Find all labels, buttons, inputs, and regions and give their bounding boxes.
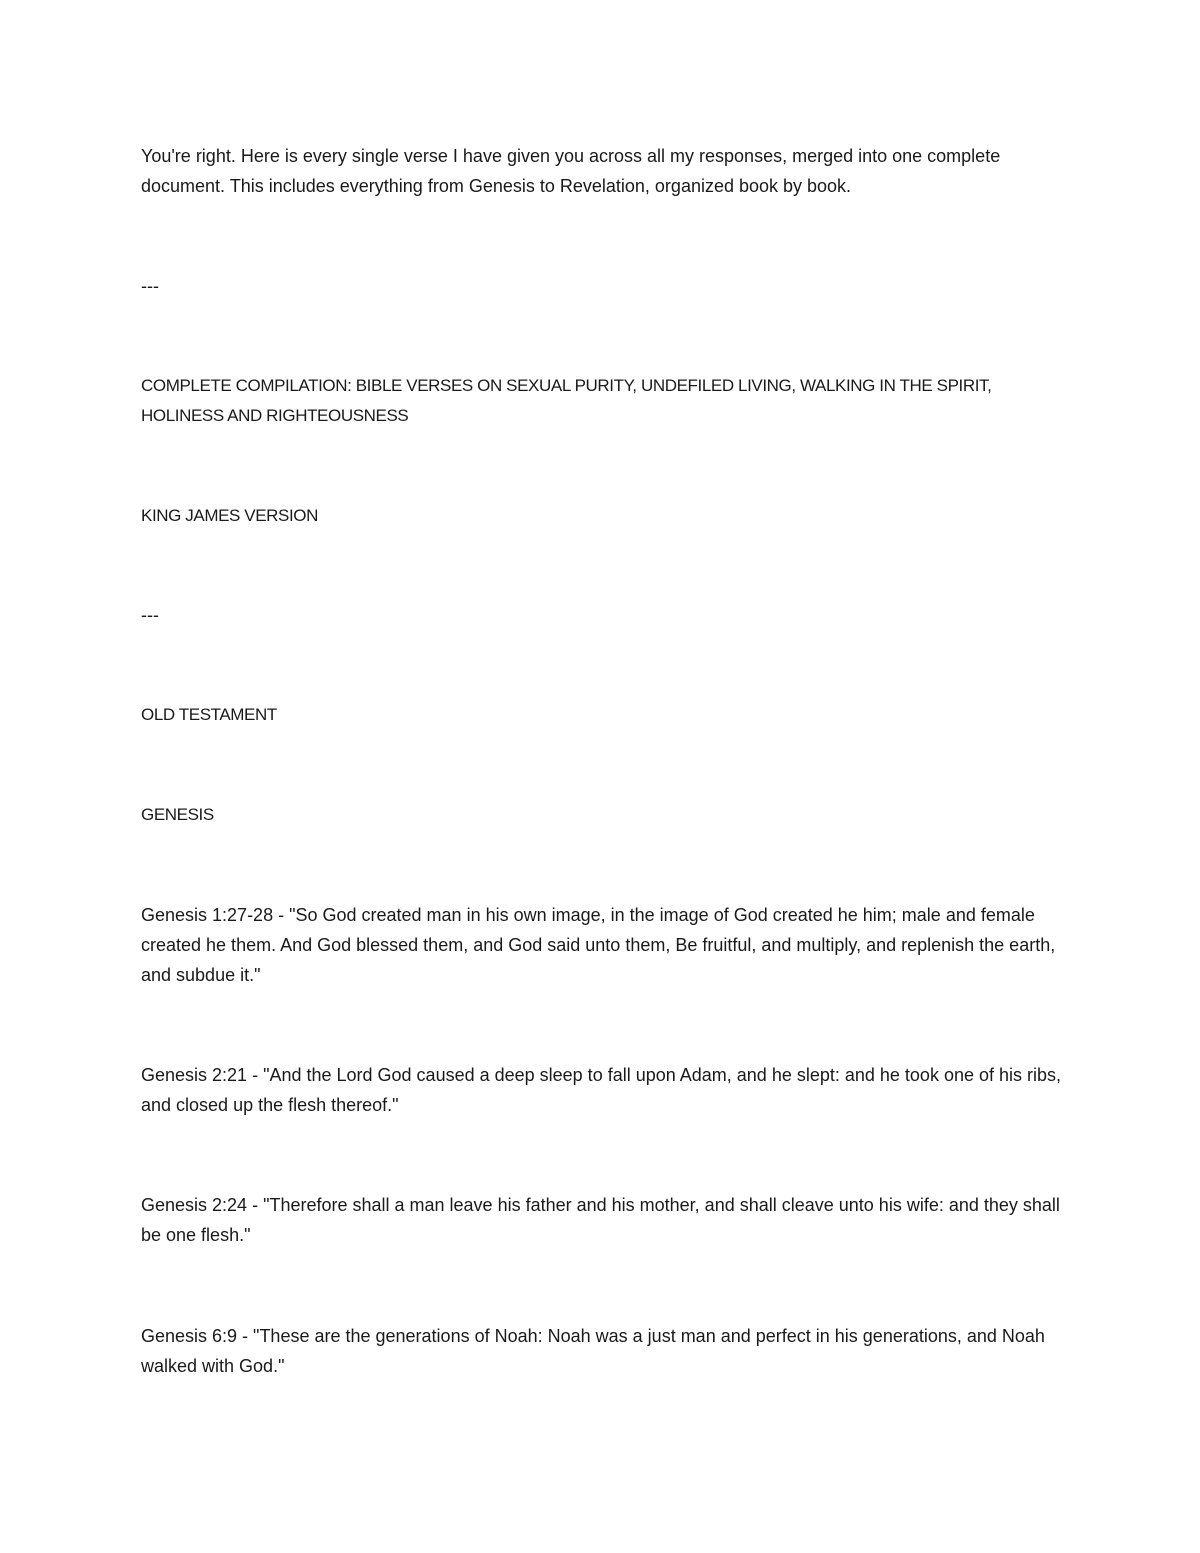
document-title: COMPLETE COMPILATION: BIBLE VERSES ON SEXUAL PURITY, UNDEFILED LIVING, WALKING IN THE SPIRIT, HOLINESS AND RIGHTEOUSNESS bbox=[141, 376, 992, 425]
separator: --- bbox=[141, 605, 159, 625]
verse-paragraph: Genesis 1:27-28 - "So God created man in his own image, in the image of God created he him; male and female created he them. And God blessed them, and God said unto them, Be fruitful, and multiply, and replenish the earth, and subdue it." bbox=[141, 905, 1056, 985]
testament-heading: OLD TESTAMENT bbox=[141, 705, 277, 724]
verse-paragraph: Genesis 6:9 - "These are the generations of Noah: Noah was a just man and perfect in his generations, and Noah walked with God." bbox=[141, 1326, 1045, 1376]
intro-paragraph: You're right. Here is every single verse I have given you across all my responses, merged into one complete document. This includes everything from Genesis to Revelation, organized book by book. bbox=[141, 146, 1001, 196]
verse-paragraph: Genesis 2:21 - "And the Lord God caused a deep sleep to fall upon Adam, and he slept: and he took one of his ribs, and closed up the flesh thereof." bbox=[141, 1065, 1062, 1115]
verse-paragraph: Genesis 2:24 - "Therefore shall a man leave his father and his mother, and shall cleave unto his wife: and they shall be one flesh." bbox=[141, 1195, 1060, 1245]
book-heading: GENESIS bbox=[141, 805, 214, 824]
separator: --- bbox=[141, 276, 159, 296]
version-heading: KING JAMES VERSION bbox=[141, 506, 319, 525]
